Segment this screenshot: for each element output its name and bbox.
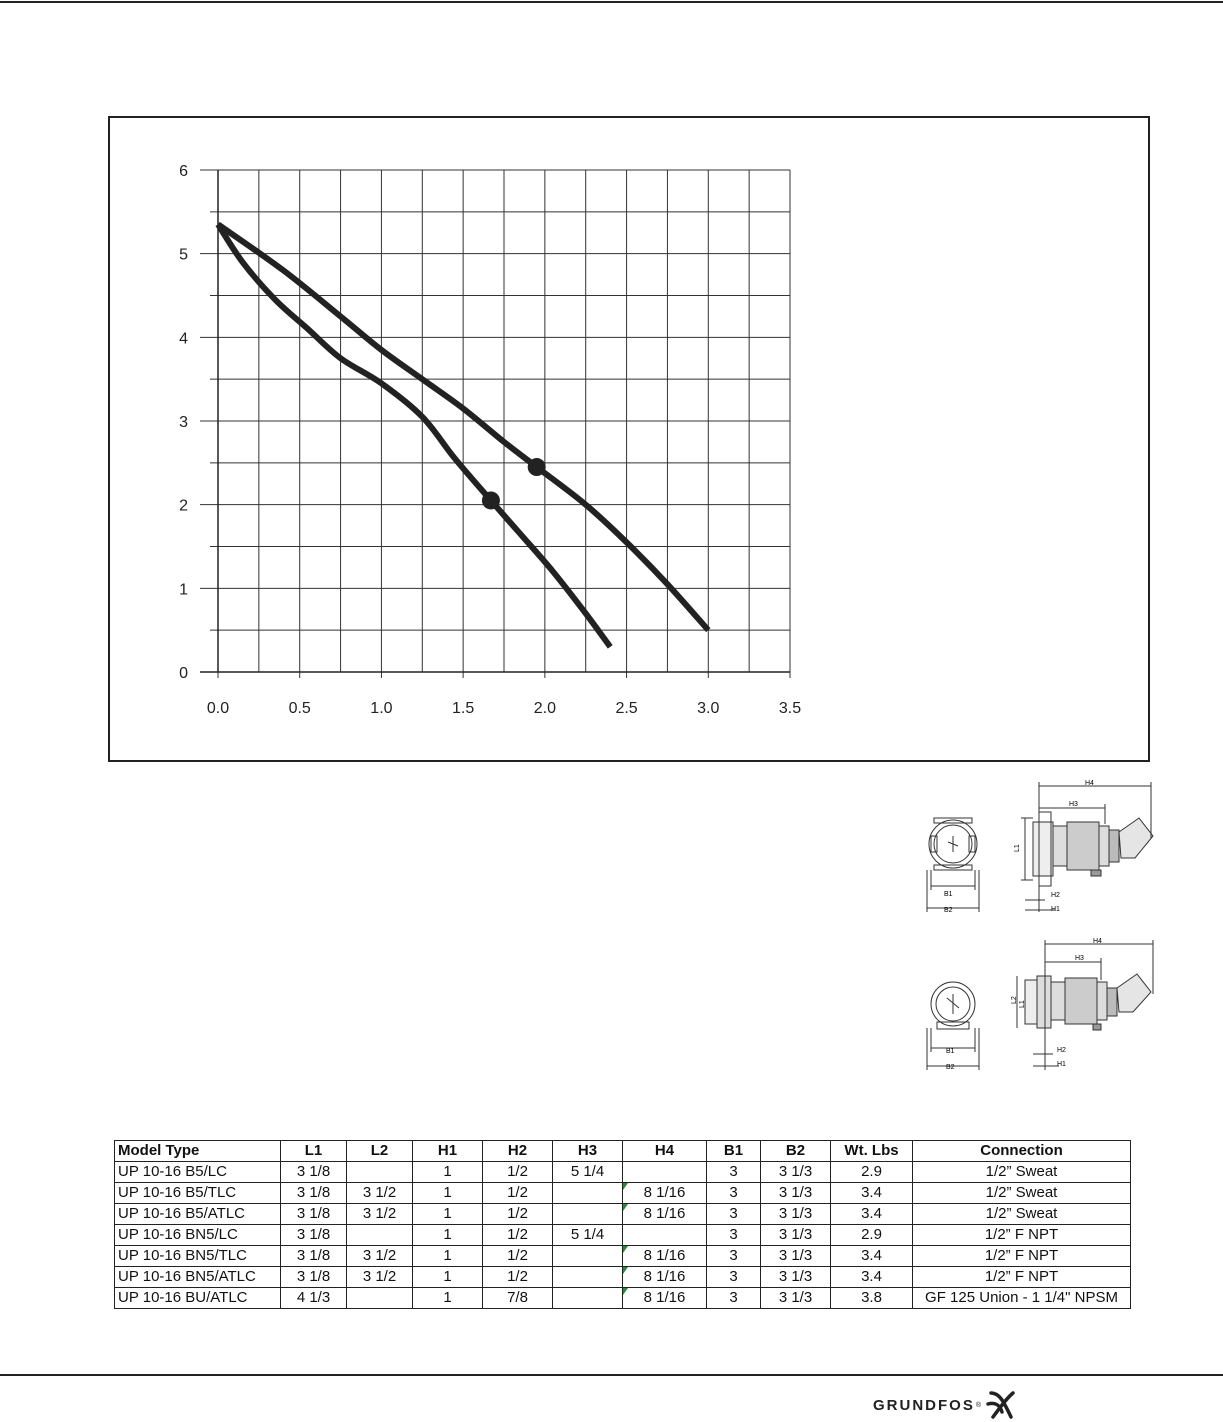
column-header: B2 — [761, 1141, 831, 1162]
table-cell — [623, 1162, 707, 1183]
table-cell: 1/2 — [483, 1204, 553, 1225]
table-row — [115, 1225, 1131, 1246]
table-cell: 3 1/3 — [761, 1225, 831, 1246]
table-cell: 3 1/8 — [281, 1225, 347, 1246]
x-tick-label: 3.5 — [778, 700, 802, 717]
top-rule — [0, 1, 1223, 3]
label-b1: B1 — [946, 1048, 955, 1055]
table-cell: 8 1/16 — [623, 1246, 707, 1267]
table-cell: 1/2 — [483, 1183, 553, 1204]
table-cell: 3.8 — [831, 1288, 913, 1309]
column-header: L2 — [347, 1141, 413, 1162]
table-cell: 1/2” F NPT — [913, 1246, 1131, 1267]
table-cell: 3 — [707, 1288, 761, 1309]
label-l1: L1 — [1019, 1000, 1026, 1008]
label-h2: H2 — [1057, 1047, 1066, 1054]
table-cell: 1 — [413, 1267, 483, 1288]
table-cell: 3 — [707, 1267, 761, 1288]
column-header: Wt. Lbs — [831, 1141, 913, 1162]
table-cell: 3 — [707, 1204, 761, 1225]
pump-dimension-drawing-2 — [915, 938, 1165, 1074]
y-tick-label: 4 — [179, 330, 188, 348]
table-cell: 1 — [413, 1288, 483, 1309]
x-tick-label: 1.0 — [370, 700, 393, 717]
table-cell: 3.4 — [831, 1267, 913, 1288]
table-row — [115, 1267, 1131, 1288]
table-cell: 2.9 — [831, 1225, 913, 1246]
column-header: L1 — [281, 1141, 347, 1162]
table-cell: 3 — [707, 1162, 761, 1183]
table-row — [115, 1183, 1131, 1204]
pump-side-view — [1021, 782, 1153, 912]
table-cell — [623, 1225, 707, 1246]
y-tick-label: 0 — [179, 665, 188, 682]
table-cell: 1/2” Sweat — [913, 1162, 1131, 1183]
x-tick-label: 2.0 — [533, 700, 556, 717]
table-cell: 3 1/2 — [347, 1267, 413, 1288]
table-cell: 3 1/3 — [761, 1246, 831, 1267]
y-tick-label: 3 — [179, 414, 188, 431]
table-cell: UP 10-16 BN5/TLC — [115, 1246, 281, 1267]
column-header: B1 — [707, 1141, 761, 1162]
column-header: H3 — [553, 1141, 623, 1162]
table-cell — [553, 1204, 623, 1225]
table-cell: 3 1/3 — [761, 1204, 831, 1225]
label-h2: H2 — [1051, 892, 1060, 899]
table-cell: 1/2” Sweat — [913, 1204, 1131, 1225]
grundfos-logo — [873, 1388, 1019, 1422]
table-cell: 3 — [707, 1183, 761, 1204]
table-cell: 1 — [413, 1246, 483, 1267]
table-cell: UP 10-16 BN5/LC — [115, 1225, 281, 1246]
column-header: H4 — [623, 1141, 707, 1162]
label-h3: H3 — [1069, 801, 1078, 808]
curve-upper-marker — [528, 458, 546, 476]
label-b1: B1 — [944, 891, 953, 898]
table-cell: 3 — [707, 1246, 761, 1267]
table-cell: 5 1/4 — [553, 1162, 623, 1183]
table-cell: 3 1/8 — [281, 1162, 347, 1183]
x-tick-label: 0.5 — [288, 700, 311, 717]
table-cell: 3 — [707, 1225, 761, 1246]
table-cell: 3 1/3 — [761, 1183, 831, 1204]
table-cell: 1/2” F NPT — [913, 1267, 1131, 1288]
table-cell: 1 — [413, 1225, 483, 1246]
label-h4: H4 — [1085, 780, 1094, 787]
y-tick-label: 2 — [179, 497, 188, 515]
table-cell: 8 1/16 — [623, 1204, 707, 1225]
table-cell: 1/2” Sweat — [913, 1183, 1131, 1204]
label-b2: B2 — [944, 907, 953, 914]
table-cell: UP 10-16 BN5/ATLC — [115, 1267, 281, 1288]
table-cell — [347, 1162, 413, 1183]
grundfos-x-icon — [985, 1390, 1019, 1420]
table-cell: 1/2 — [483, 1246, 553, 1267]
table-cell: 5 1/4 — [553, 1225, 623, 1246]
label-h4: H4 — [1093, 938, 1102, 945]
table-cell: 3 1/8 — [281, 1267, 347, 1288]
table-cell: 8 1/16 — [623, 1267, 707, 1288]
brand-name: GRUNDFOS — [873, 1396, 975, 1414]
table-cell — [347, 1288, 413, 1309]
curve-lower — [218, 224, 610, 647]
table-cell — [553, 1288, 623, 1309]
dimensions-table — [114, 1140, 1131, 1309]
table-cell: 1/2 — [483, 1225, 553, 1246]
x-tick-label: 0.0 — [206, 700, 230, 717]
label-l1: L1 — [1014, 844, 1021, 852]
table-cell: 1 — [413, 1162, 483, 1183]
pump-dimension-drawing-1 — [915, 778, 1165, 918]
pump-side-view — [1017, 940, 1153, 1070]
table-cell: 3 1/8 — [281, 1183, 347, 1204]
y-tick-label: 5 — [179, 246, 188, 264]
table-cell: UP 10-16 B5/ATLC — [115, 1204, 281, 1225]
table-cell: UP 10-16 B5/LC — [115, 1162, 281, 1183]
table-cell: 2.9 — [831, 1162, 913, 1183]
table-row — [115, 1204, 1131, 1225]
table-row — [115, 1246, 1131, 1267]
table-cell: 3.4 — [831, 1183, 913, 1204]
label-l2: L2 — [1011, 996, 1018, 1004]
y-tick-label: 1 — [179, 581, 188, 599]
bottom-rule — [0, 1374, 1223, 1376]
label-h1: H1 — [1057, 1061, 1066, 1068]
column-header: H1 — [413, 1141, 483, 1162]
table-cell: 1/2 — [483, 1162, 553, 1183]
table-cell: 3.4 — [831, 1246, 913, 1267]
table-header-row — [115, 1141, 1131, 1162]
table-cell: 3 1/2 — [347, 1183, 413, 1204]
table-cell: 8 1/16 — [623, 1288, 707, 1309]
label-b2: B2 — [946, 1064, 955, 1071]
table-cell: UP 10-16 BU/ATLC — [115, 1288, 281, 1309]
label-h1: H1 — [1051, 906, 1060, 913]
table-cell: 1 — [413, 1204, 483, 1225]
table-cell: 8 1/16 — [623, 1183, 707, 1204]
table-cell — [553, 1183, 623, 1204]
pump-front-view — [927, 818, 979, 912]
pump-front-view — [927, 982, 979, 1070]
table-cell — [553, 1267, 623, 1288]
table-cell: 3 1/8 — [281, 1204, 347, 1225]
table-cell — [553, 1246, 623, 1267]
table-cell: 1/2 — [483, 1267, 553, 1288]
table-row — [115, 1288, 1131, 1309]
column-header: H2 — [483, 1141, 553, 1162]
table-cell: 3 1/2 — [347, 1246, 413, 1267]
table-cell — [347, 1225, 413, 1246]
table-cell: 3 1/3 — [761, 1288, 831, 1309]
brand-registered-mark: ® — [975, 1401, 982, 1409]
table-cell: GF 125 Union - 1 1/4" NPSM — [913, 1288, 1131, 1309]
table-row — [115, 1162, 1131, 1183]
column-header: Model Type — [115, 1141, 281, 1162]
label-h3: H3 — [1075, 955, 1084, 962]
table-cell: 1/2” F NPT — [913, 1225, 1131, 1246]
table-cell: 3 1/8 — [281, 1246, 347, 1267]
curve-lower-marker — [482, 491, 500, 509]
y-tick-label: 6 — [179, 163, 188, 180]
x-tick-label: 1.5 — [452, 700, 475, 717]
column-header: Connection — [913, 1141, 1131, 1162]
table-cell: 3 1/3 — [761, 1162, 831, 1183]
x-tick-label: 3.0 — [697, 700, 720, 717]
table-cell: 7/8 — [483, 1288, 553, 1309]
performance-chart-frame — [108, 116, 1150, 762]
table-cell: 1 — [413, 1183, 483, 1204]
performance-chart — [110, 118, 1148, 760]
x-tick-label: 2.5 — [615, 700, 638, 717]
table-cell: 3 1/3 — [761, 1267, 831, 1288]
table-cell: 3 1/2 — [347, 1204, 413, 1225]
table-cell: 3.4 — [831, 1204, 913, 1225]
table-cell: 4 1/3 — [281, 1288, 347, 1309]
table-cell: UP 10-16 B5/TLC — [115, 1183, 281, 1204]
